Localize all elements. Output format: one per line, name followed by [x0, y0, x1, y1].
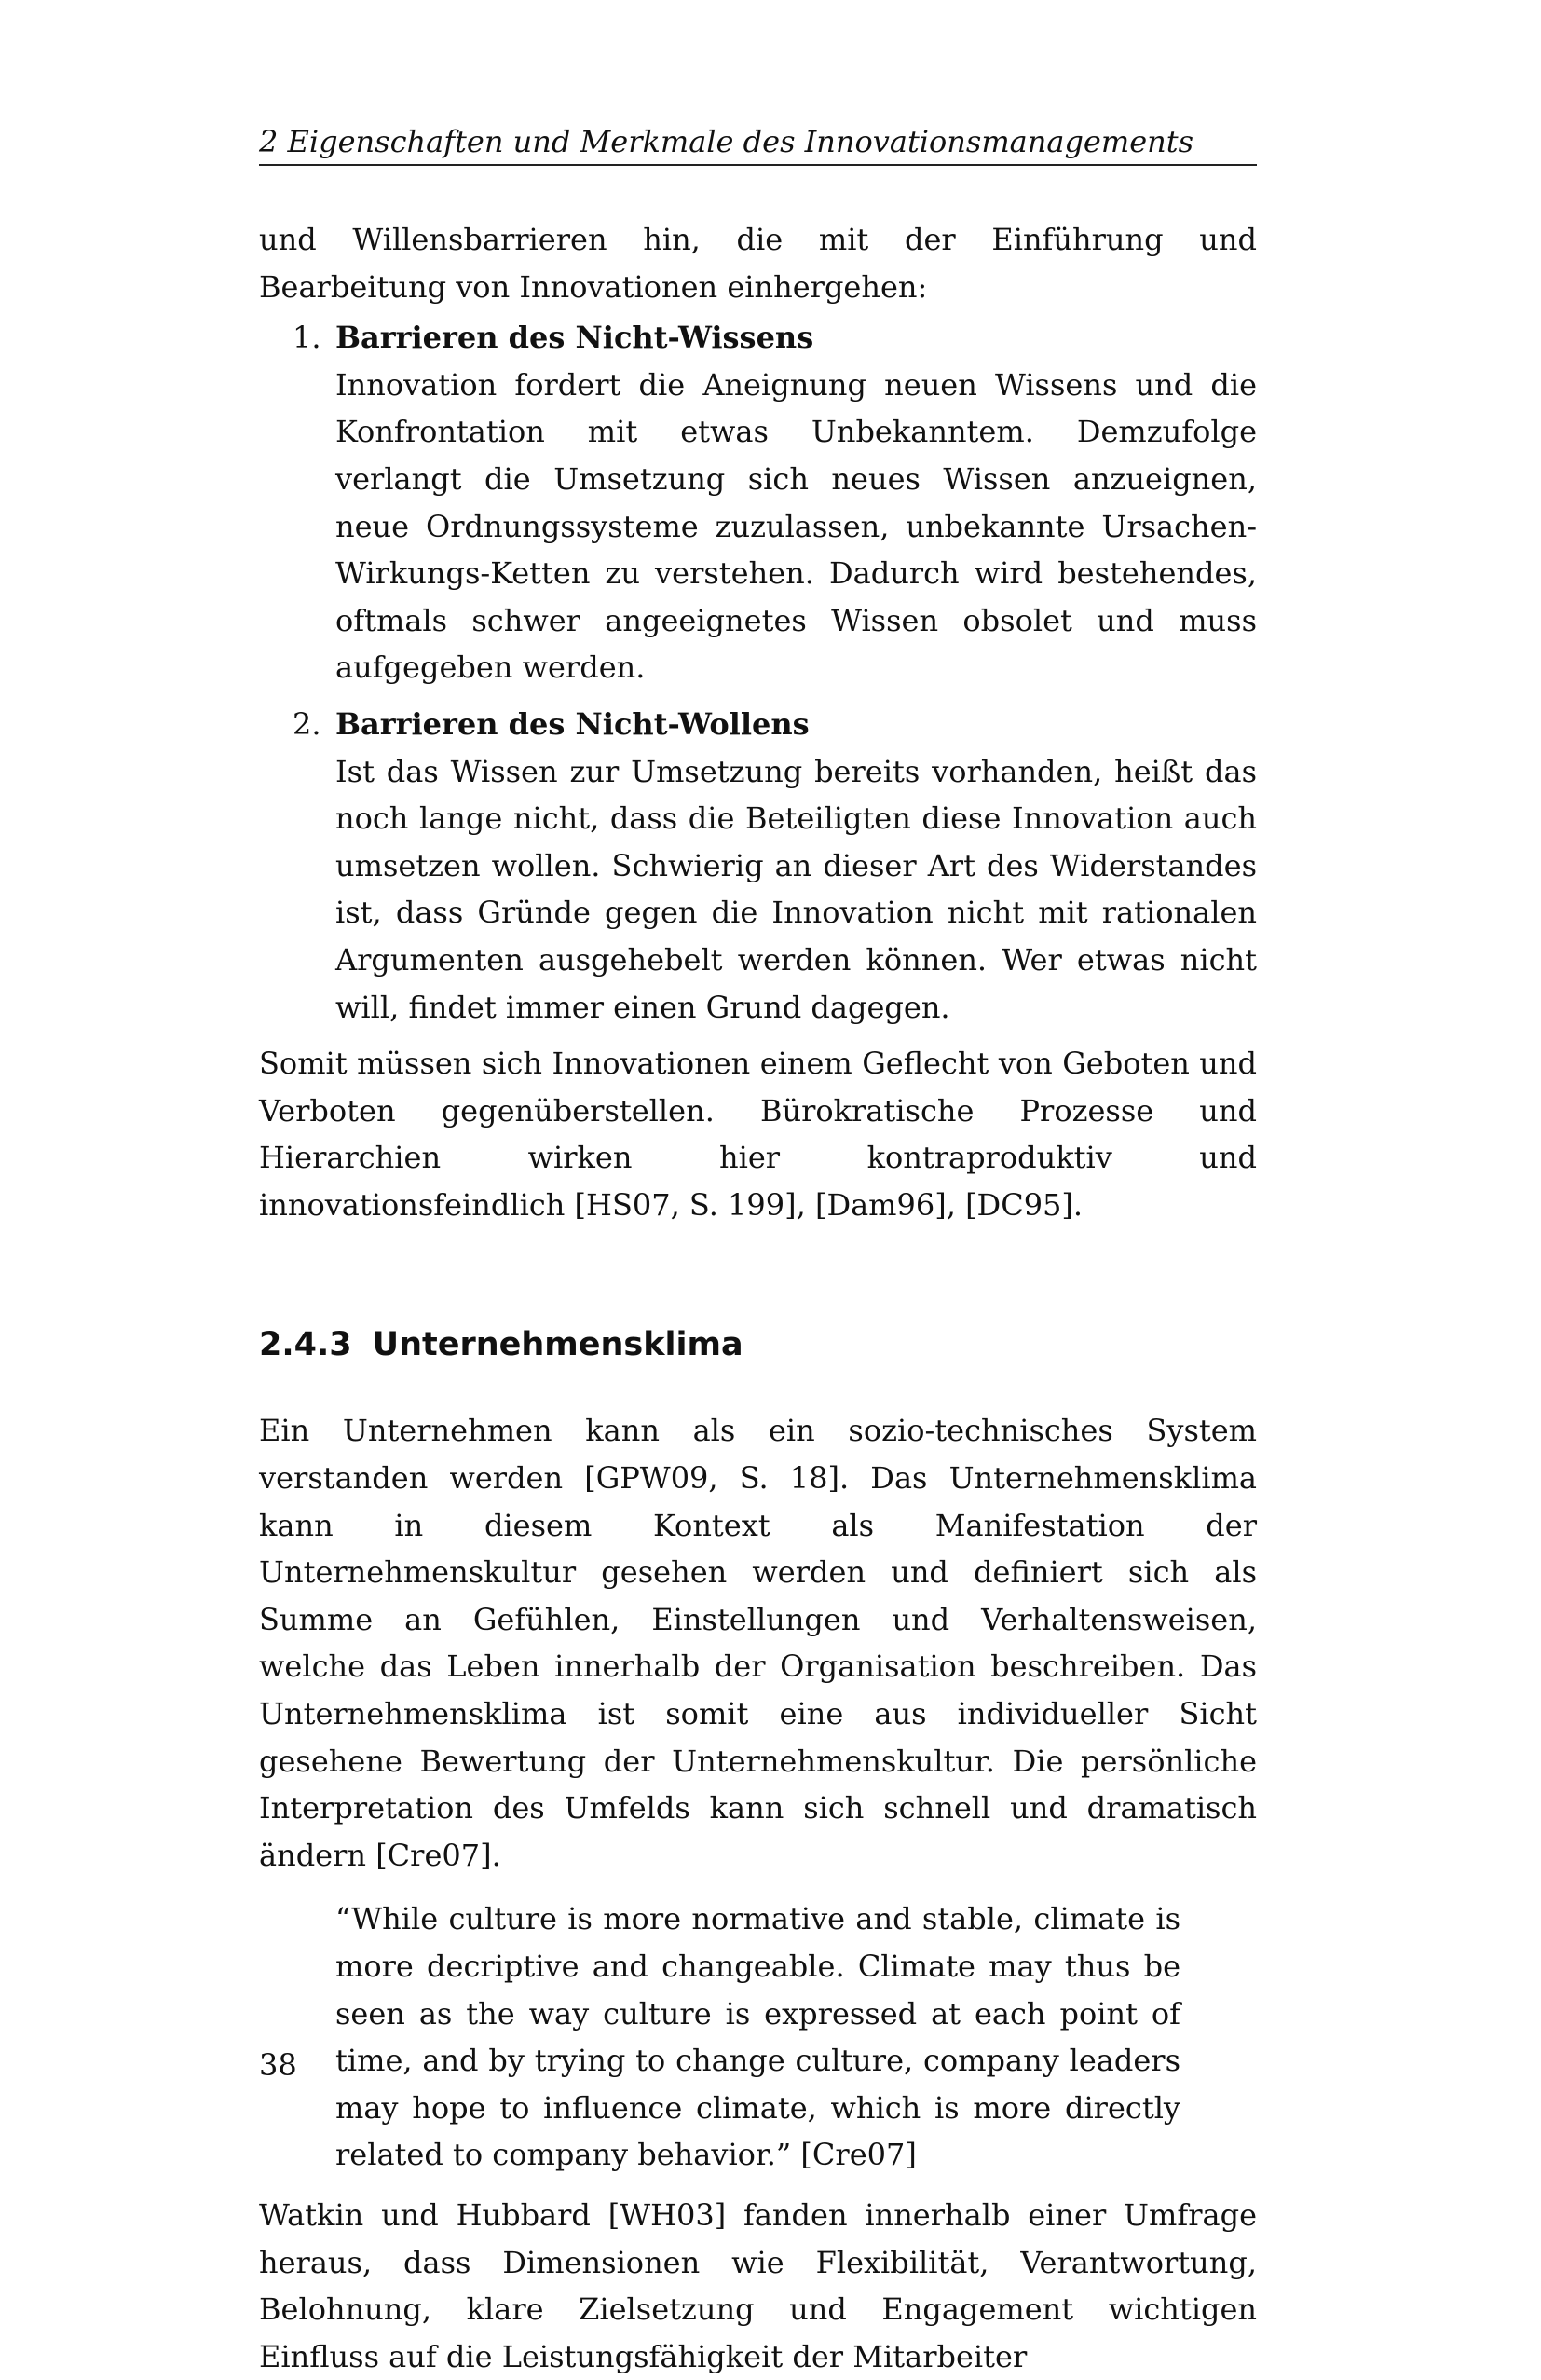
list-item-number: 2. [293, 705, 321, 742]
watkin-paragraph: Watkin und Hubbard [WH03] fanden innerhalb einer Umfrage heraus, dass Dimensionen wie Flexibilität, Verantwortung, Belohnung, klare Zielsetzung und Engagement wichtigen Einfluss auf die Leistungsfähigkeit der Mitarbeiter [259, 2196, 1257, 2374]
intro-paragraph: und Willensbarrieren hin, die mit der Einführung und Bearbeitung von Innovationen einhergehen: [259, 222, 1257, 305]
section-number: 2.4.3 [259, 1326, 352, 1364]
list-item-number: 1. [293, 320, 321, 356]
climate-paragraph: Ein Unternehmen kann als ein sozio-technisches System verstanden werden [GPW09, S. 18]. Das Unternehmensklima kann in diesem Kontext als Manifestation der Unternehmenskultur gesehen werden und definiert sich als Summe an Gefühlen, Einstellungen und Verhaltensweisen, welche das Leben innerhalb der Organisation beschreiben. Das Unternehmensklima ist somit eine aus individueller Sicht gesehene Bewertung der Unternehmenskultur. Die persönliche Interpretation des Umfelds kann sich schnell und dramatisch ändern [Cre07]. [259, 1413, 1257, 1873]
barrier-list [259, 314, 1257, 1031]
list-item-title: Barrieren des Nicht-Wollens [335, 705, 810, 742]
main-text [259, 216, 1257, 2380]
list-item-title: Barrieren des Nicht-Wissens [335, 320, 814, 356]
conclusion-paragraph: Somit müssen sich Innovationen einem Geflecht von Geboten und Verboten gegenüberstellen. Bürokratische Prozesse und Hierarchien wirken hier kontraproduktiv und innovationsfeindlich [HS07, S. 199], [Dam96], [DC95]. [259, 1046, 1257, 1223]
list-item-text: Innovation fordert die Aneignung neuen Wissens und die Konfrontation mit etwas Unbekanntem. Demzufolge verlangt die Umsetzung sich neues Wissen anzueignen, neue Ordnungssysteme zuzulassen, unbekannte Ursachen-Wirkungs-Ketten zu verstehen. Dadurch wird bestehendes, oftmals schwer angeeignetes Wissen obsolet und muss aufgegeben werden. [335, 366, 1257, 686]
block-quote: “While culture is more normative and stable, climate is more decriptive and changeable. Climate may thus be seen as the way culture is expressed at each point of time, and by trying to change culture, company leaders may hope to influence climate, which is more directly related to company behavior.” [Cre07] [335, 1901, 1180, 2173]
section-heading [259, 1321, 1257, 1368]
list-item-text: Ist das Wissen zur Umsetzung bereits vorhanden, heißt das noch lange nicht, dass die Beteiligten diese Innovation auch umsetzen wollen. Schwierig an dieser Art des Widerstandes ist, dass Gründe gegen die Innovation nicht mit rationalen Argumenten ausgehebelt werden können. Wer etwas nicht will, findet immer einen Grund dagegen. [335, 753, 1257, 1025]
list-item [259, 314, 1257, 691]
list-item [259, 701, 1257, 1031]
page-number: 38 [259, 2047, 297, 2083]
section-title: Unternehmensklima [372, 1326, 743, 1364]
running-header: 2 Eigenschaften und Merkmale des Innovationsmanagements [259, 121, 1257, 166]
